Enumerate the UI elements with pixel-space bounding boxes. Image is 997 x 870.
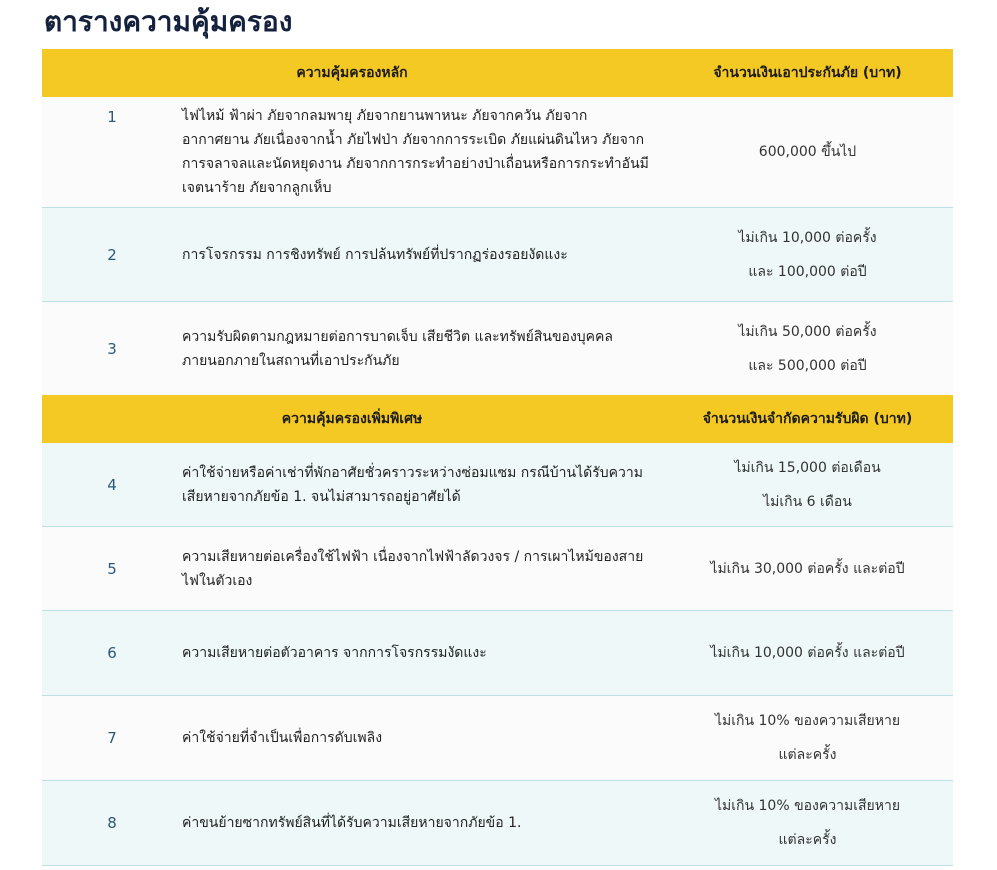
- row-description: ความรับผิดตามกฎหมายต่อการบาดเจ็บ เสียชีวิต และทรัพย์สินของบุคคลภายนอกภายในสถานที่เอาประกันภัย: [182, 328, 613, 369]
- coverage-table: [42, 49, 953, 866]
- row-description: การโจรกรรม การชิงทรัพย์ การปล้นทรัพย์ที่ปรากฏร่องรอยงัดแงะ: [182, 246, 568, 263]
- main-coverage-header: [42, 49, 953, 97]
- main-coverage-header-amount: จำนวนเงินเอาประกันภัย (บาท): [713, 65, 902, 81]
- row-amount-line1: ไม่เกิน 30,000 ต่อครั้ง และต่อปี: [710, 560, 905, 577]
- row-number: 4: [107, 475, 117, 494]
- row-description: ค่าใช้จ่ายที่จำเป็นเพื่อการดับเพลิง: [182, 730, 383, 746]
- table-row: [42, 97, 953, 208]
- row-amount-line1: ไม่เกิน 10% ของความเสียหาย: [714, 798, 901, 814]
- row-amount-line1: ไม่เกิน 10,000 ต่อครั้ง: [738, 229, 877, 246]
- row-amount: [662, 135, 953, 169]
- row-amount-line2: แต่ละครั้ง: [778, 832, 837, 848]
- row-amount: [662, 451, 953, 519]
- row-amount-line1: ไม่เกิน 10,000 ต่อครั้ง และต่อปี: [710, 645, 905, 661]
- row-amount: [662, 704, 953, 772]
- row-amount-line1: ไม่เกิน 15,000 ต่อเดือน: [734, 459, 881, 476]
- row-amount: [662, 315, 953, 383]
- extra-coverage-header-amount: จำนวนเงินจำกัดความรับผิด (บาท): [702, 411, 913, 427]
- row-number: 3: [107, 339, 117, 358]
- row-amount: [662, 789, 953, 857]
- table-row: [42, 443, 953, 527]
- row-number: 7: [107, 729, 117, 747]
- row-description: ความเสียหายต่อตัวอาคาร จากการโจรกรรมงัดแงะ: [182, 645, 487, 661]
- table-row: [42, 208, 953, 302]
- main-coverage-header-title: ความคุ้มครองหลัก: [296, 65, 408, 81]
- row-amount-line2: ไม่เกิน 6 เดือน: [763, 493, 852, 510]
- row-description: ค่าขนย้ายซากทรัพย์สินที่ได้รับความเสียหายจากภัยข้อ 1.: [182, 815, 522, 831]
- extra-coverage-header: [42, 395, 953, 443]
- table-row: [42, 781, 953, 866]
- row-amount: [662, 552, 953, 586]
- row-amount: [662, 221, 953, 289]
- table-row: [42, 611, 953, 696]
- row-number: 5: [107, 559, 117, 578]
- row-number: 6: [107, 644, 117, 662]
- row-amount: [662, 636, 953, 670]
- row-amount-line1: 600,000 ขึ้นไป: [758, 144, 857, 160]
- row-description: ความเสียหายต่อเครื่องใช้ไฟฟ้า เนื่องจากไฟฟ้าลัดวงจร / การเผาไหม้ของสายไฟในตัวเอง: [182, 548, 644, 589]
- row-number: 2: [107, 245, 117, 264]
- row-amount-line2: และ 100,000 ต่อปี: [748, 263, 867, 280]
- row-amount-line1: ไม่เกิน 50,000 ต่อครั้ง: [738, 323, 877, 340]
- table-row: [42, 302, 953, 395]
- row-amount-line2: แต่ละครั้ง: [778, 747, 837, 763]
- row-number: 1: [107, 108, 117, 126]
- extra-coverage-header-title: ความคุ้มครองเพิ่มพิเศษ: [281, 411, 423, 427]
- row-amount-line2: และ 500,000 ต่อปี: [748, 357, 867, 374]
- row-description: ค่าใช้จ่ายหรือค่าเช่าที่พักอาศัยชั่วคราวระหว่างซ่อมแซม กรณีบ้านได้รับความเสียหายจากภัยข้อ 1. จนไม่สามารถอยู่อาศัยได้: [182, 464, 643, 505]
- row-description: ไฟไหม้ ฟ้าผ่า ภัยจากลมพายุ ภัยจากยานพาหนะ ภัยจากควัน ภัยจากอากาศยาน ภัยเนื่องจากน้ำ ภัยไฟป่า ภัยจากการระเบิด ภัยแผ่นดินไหว ภัยจากการจลาจลและนัดหยุดงาน ภัยจากการกระทำอย่างป่าเถื่อนหรือการกระทำอันมีเจตนาร้าย ภัยจากลูกเห็บ: [182, 108, 649, 196]
- page-title: ตารางความคุ้มครอง: [44, 5, 293, 38]
- row-amount-line1: ไม่เกิน 10% ของความเสียหาย: [714, 713, 901, 729]
- table-row: [42, 696, 953, 781]
- table-row: [42, 527, 953, 611]
- row-number: 8: [107, 814, 117, 832]
